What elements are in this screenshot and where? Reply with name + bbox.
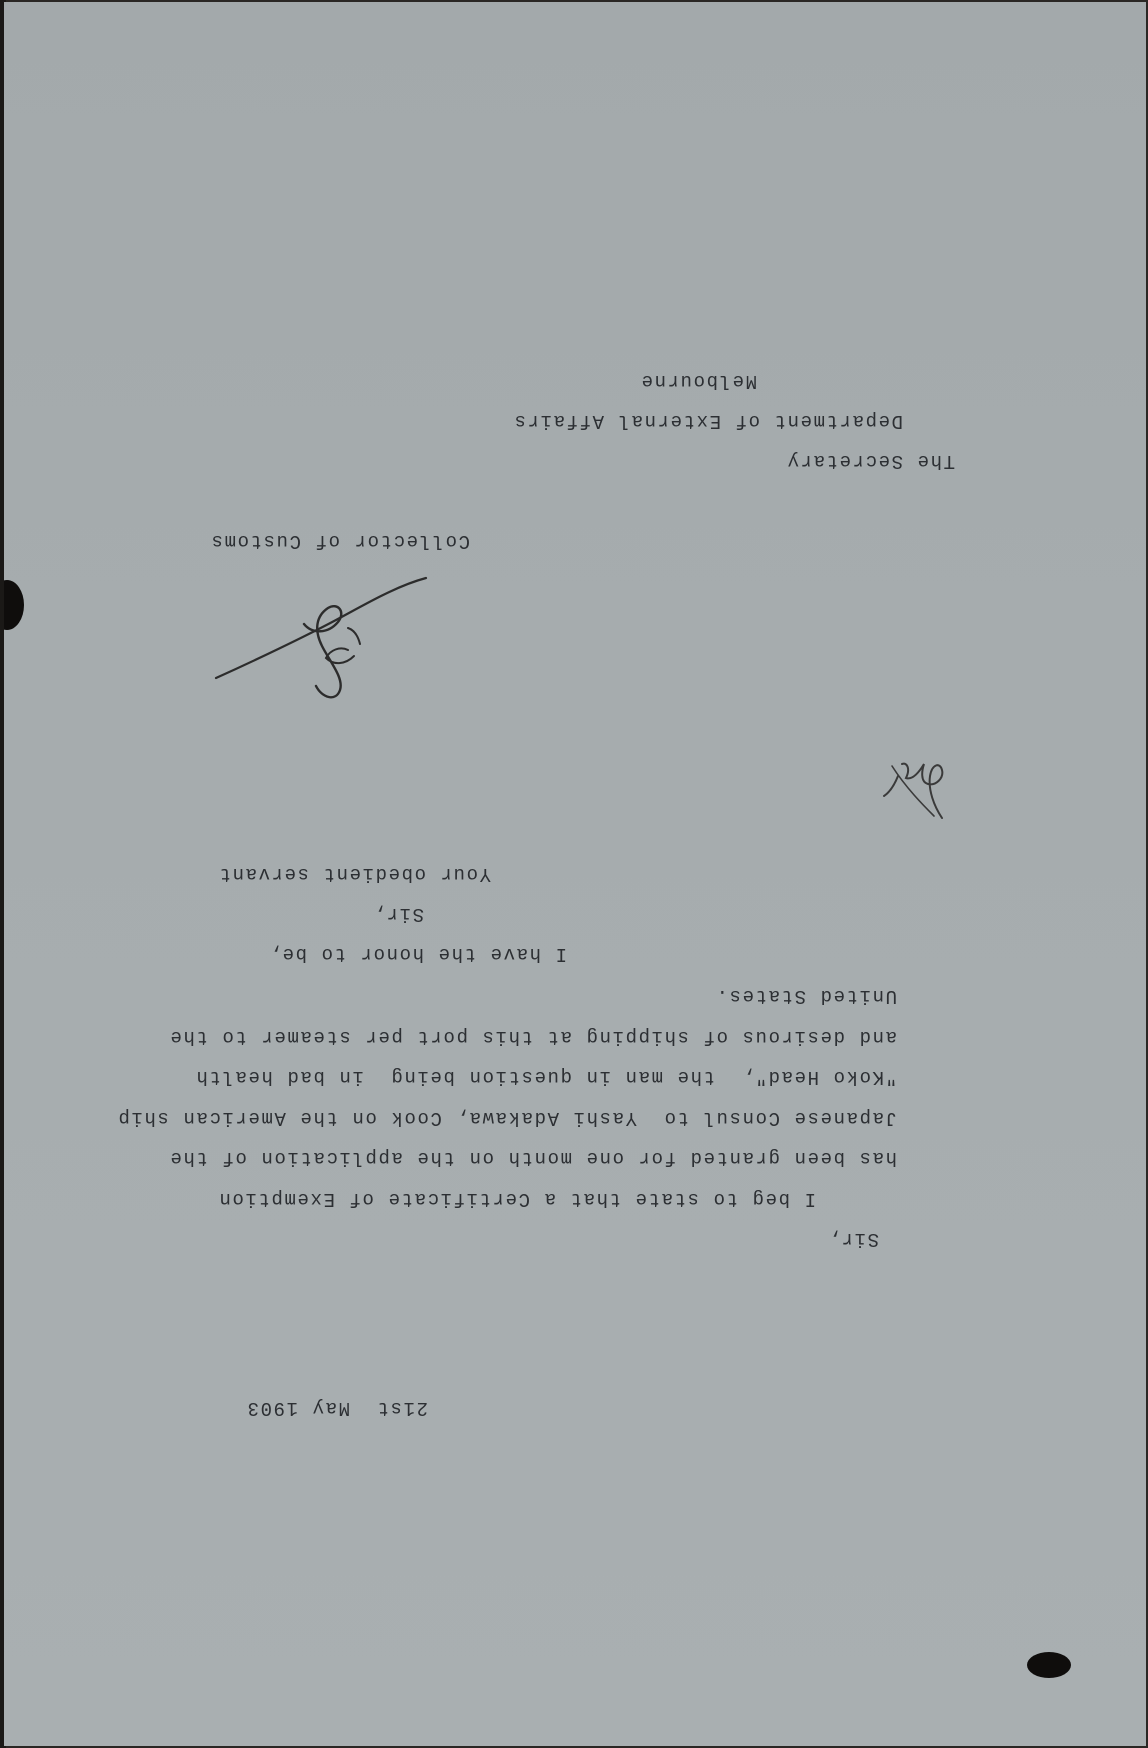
letter-upside-down: [4, 2, 1146, 1746]
addressee-line-1: The Secretary: [785, 450, 955, 472]
document-page: [4, 2, 1146, 1746]
salutation: Sir,: [826, 1228, 879, 1250]
closing-line-3: Your obedient servant: [217, 863, 491, 885]
body-line-3: Japanese Consul to Yashi Adakawa, Cook on the American ship: [116, 1107, 897, 1129]
addressee-line-2: Department of External Affairs: [512, 410, 903, 432]
closing-line-1: I have the honor to be,: [267, 943, 567, 965]
body-line-2: has been granted for one month on the application of the: [168, 1147, 897, 1169]
body-line-1: I beg to state that a Certificate of Exemption: [217, 1188, 816, 1210]
initials-signature: [864, 746, 954, 836]
body-line-5: and desirous of shipping at this port per steamer to the: [168, 1026, 897, 1048]
signature: [206, 556, 446, 716]
letter-date: 21st May 1903: [245, 1397, 428, 1419]
addressee-line-3: Melbourne: [639, 370, 757, 392]
body-line-6: United States.: [714, 985, 897, 1007]
signatory-title: Collector of Customs: [209, 530, 470, 552]
body-line-4: "Koko Head", the man in question being in bad health: [194, 1066, 897, 1088]
closing-line-2: Sir,: [371, 903, 424, 925]
